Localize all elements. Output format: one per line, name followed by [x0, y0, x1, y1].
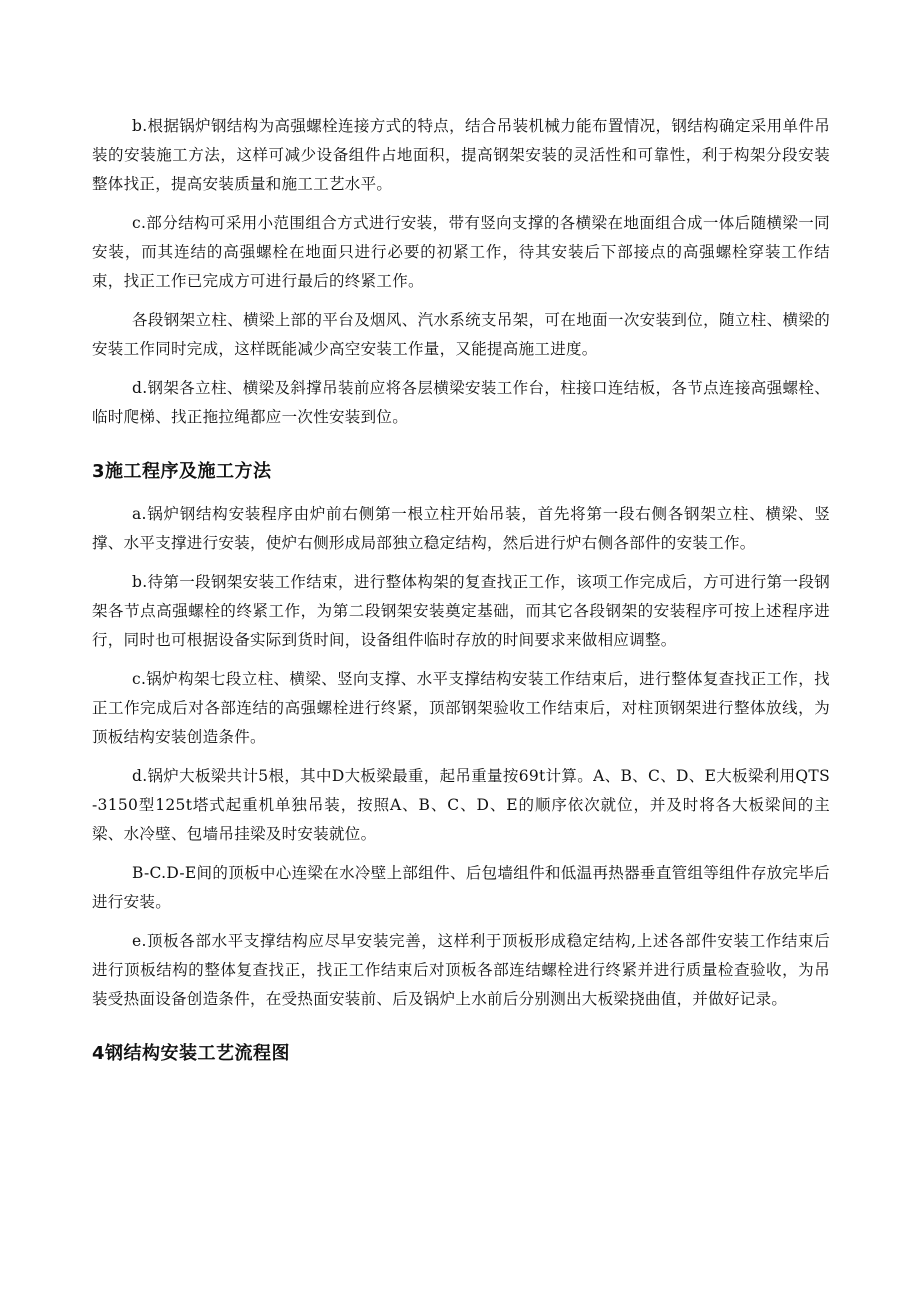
- paragraph-3b-alignment-check: b.待第一段钢架安装工作结束，进行整体构架的复查找正工作，该项工作完成后，方可进行第一段钢架各节点高强螺栓的终紧工作，为第二段钢架安装奠定基础，而其它各段钢架的安装程序可按上述程序进行，同时也可根据设备实际到货时间，设备组件临时存放的时间要求来做相应调整。: [92, 573, 830, 649]
- section-4-heading: 4钢结构安装工艺流程图: [92, 1043, 291, 1064]
- paragraph-platform-supports: 各段钢架立柱、横梁上部的平台及烟风、汽水系统支吊架，可在地面一次安装到位，随立柱、横梁的安装工作同时完成，这样既能减少高空安装工作量，又能提高施工进度。: [92, 311, 830, 358]
- paragraph-b-single-piece-lifting: b.根据锅炉钢结构为高强螺栓连接方式的特点，结合吊装机械力能布置情况，钢结构确定采用单件吊装的安装施工方法，这样可减少设备组件占地面积，提高钢架安装的灵活性和可靠性，利于构架分段安装整体找正，提高安装质量和施工工艺水平。: [92, 117, 830, 193]
- paragraph-3c-seven-sections: c.锅炉构架七段立柱、横梁、竖向支撑、水平支撑结构安装工作结束后，进行整体复查找正工作，找正工作完成后对各部连结的高强螺栓进行终紧，顶部钢架验收工作结束后，对柱顶钢架进行整体放线，为顶板结构安装创造条件。: [92, 670, 830, 746]
- paragraph-c-partial-assembly: c.部分结构可采用小范围组合方式进行安装，带有竖向支撑的各横梁在地面组合成一体后随横梁一同安装，而其连结的高强螺栓在地面只进行必要的初紧工作，待其安装后下部接点的高强螺栓穿装工作结束，找正工作已完成方可进行最后的终紧工作。: [92, 214, 830, 290]
- paragraph-3-connecting-beams: B-C.D-E间的顶板中心连梁在水冷壁上部组件、后包墙组件和低温再热器垂直管组等组件存放完毕后进行安装。: [92, 864, 830, 911]
- paragraph-d-pre-installation: d.钢架各立柱、横梁及斜撑吊装前应将各层横梁安装工作台，柱接口连结板，各节点连接高强螺栓、临时爬梯、找正拖拉绳都应一次性安装到位。: [92, 379, 830, 426]
- paragraph-3d-main-girders: d.锅炉大板梁共计5根，其中D大板梁最重，起吊重量按69t计算。A、B、C、D、E大板梁利用QTS-3150型125t塔式起重机单独吊装，按照A、B、C、D、E的顺序依次就位，并及时将各大板梁间的主梁、水冷壁、包墙吊挂梁及时安装就位。: [92, 767, 830, 843]
- section-3-heading: 3施工程序及施工方法: [92, 461, 272, 482]
- paragraph-3e-horizontal-bracing: e.顶板各部水平支撑结构应尽早安装完善，这样利于顶板形成稳定结构,上述各部件安装工作结束后进行顶板结构的整体复查找正，找正工作结束后对顶板各部连结螺栓进行终紧并进行质量检查验收，为吊装受热面设备创造条件，在受热面安装前、后及锅炉上水前后分别测出大板梁挠曲值，并做好记录。: [92, 932, 830, 1008]
- paragraph-3a-installation-sequence: a.锅炉钢结构安装程序由炉前右侧第一根立柱开始吊装，首先将第一段右侧各钢架立柱、横梁、竖撑、水平支撑进行安装，使炉右侧形成局部独立稳定结构，然后进行炉右侧各部件的安装工作。: [92, 505, 830, 552]
- document-body: [92, 112, 830, 1082]
